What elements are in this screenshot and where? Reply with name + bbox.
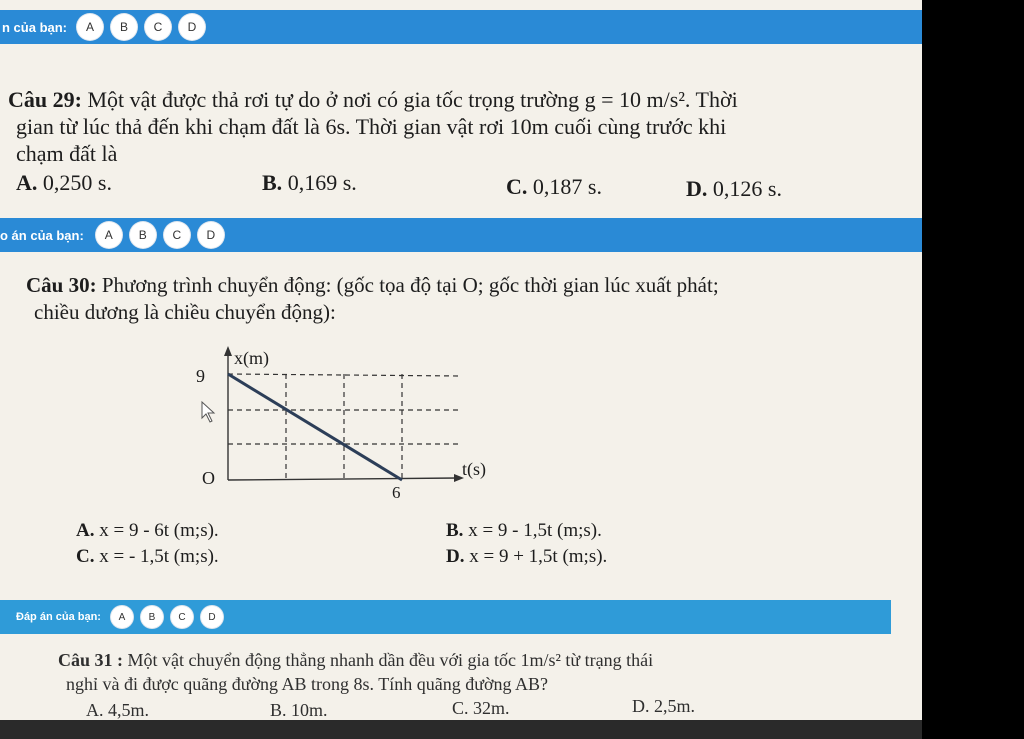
q30-option-a xyxy=(76,520,219,542)
option-letter: C. xyxy=(452,698,469,718)
choice-a-button[interactable]: A xyxy=(111,606,133,628)
option-text: 2,5m. xyxy=(654,696,696,716)
y-axis-arrow xyxy=(224,346,232,356)
option-text: x = 9 - 6t (m;s). xyxy=(99,520,219,541)
option-letter: C. xyxy=(76,546,95,567)
q29-option-b xyxy=(262,170,357,196)
option-text: x = 9 - 1,5t (m;s). xyxy=(468,520,602,541)
question-29 xyxy=(8,86,908,167)
q31-option-b xyxy=(270,700,328,721)
option-text: 10m. xyxy=(291,700,328,720)
option-letter: B. xyxy=(270,700,287,720)
q30-line1-text: Phương trình chuyển động: (gốc tọa độ tại O; gốc thời gian lúc xuất phát; xyxy=(101,273,719,297)
question-30 xyxy=(26,272,906,326)
q29-number: Câu 29: xyxy=(8,87,82,112)
option-text: 0,126 s. xyxy=(712,176,782,201)
question-31 xyxy=(58,648,908,696)
q29-line2: gian từ lúc thả đến khi chạm đất là 6s. Thời gian vật rơi 10m cuối cùng trước khi xyxy=(16,114,727,139)
option-letter: D. xyxy=(446,546,465,567)
choice-c-button[interactable]: C xyxy=(171,606,193,628)
answer-bar-bottom xyxy=(0,600,891,634)
x-axis-label: t(s) xyxy=(462,459,486,479)
choice-b-button[interactable]: B xyxy=(130,222,156,248)
q29-option-d xyxy=(686,176,782,202)
q29-option-a xyxy=(16,170,112,196)
y-axis-label: x(m) xyxy=(234,348,269,368)
screen-bottom-edge xyxy=(0,720,922,739)
option-letter: A. xyxy=(86,700,104,720)
q31-line2: nghỉ và đi được quãng đường AB trong 8s. Tính quãng đường AB? xyxy=(66,674,548,694)
choice-c-button[interactable]: C xyxy=(164,222,190,248)
origin-label: O xyxy=(202,468,215,488)
q29-option-c xyxy=(506,174,602,200)
option-letter: C. xyxy=(506,174,528,199)
option-letter: A. xyxy=(76,520,95,541)
answer-bar-label: Đáp án của bạn: xyxy=(16,611,101,623)
q29-line3: chạm đất là xyxy=(16,141,118,166)
choice-d-button[interactable]: D xyxy=(201,606,223,628)
q31-option-a xyxy=(86,700,149,721)
option-text: x = 9 + 1,5t (m;s). xyxy=(469,546,608,567)
option-letter: D. xyxy=(686,176,708,201)
answer-bar-label: o án của bạn: xyxy=(0,227,84,243)
choice-d-button[interactable]: D xyxy=(198,222,224,248)
motion-graph xyxy=(180,338,510,508)
answer-bar-label: n của bạn: xyxy=(2,19,68,35)
q31-line1 xyxy=(58,648,908,672)
answer-bar-top xyxy=(0,10,922,44)
option-letter: D. xyxy=(632,696,650,716)
q31-option-c xyxy=(452,698,510,719)
answer-bar-middle xyxy=(0,218,922,252)
y-tick-label: 9 xyxy=(196,366,205,386)
q29-line1 xyxy=(8,86,908,113)
option-text: 0,169 s. xyxy=(287,170,357,195)
option-letter: B. xyxy=(262,170,283,195)
q31-line1-text: Một vật chuyển động thẳng nhanh dần đều với gia tốc 1m/s² từ trạng thái xyxy=(127,650,654,670)
q30-option-b xyxy=(446,520,602,542)
graph-gridlines xyxy=(228,374,460,480)
mouse-cursor-icon xyxy=(202,402,214,422)
choice-a-button[interactable]: A xyxy=(96,222,122,248)
choice-c-button[interactable]: C xyxy=(145,14,171,40)
choice-b-button[interactable]: B xyxy=(111,14,137,40)
q30-option-d xyxy=(446,546,607,568)
choice-b-button[interactable]: B xyxy=(141,606,163,628)
q30-number: Câu 30: xyxy=(26,273,97,297)
option-text: 4,5m. xyxy=(108,700,150,720)
x-axis xyxy=(228,478,458,480)
q29-line1-text: Một vật được thả rơi tự do ở nơi có gia tốc trọng trường g = 10 m/s². Thời xyxy=(87,87,738,112)
motion-line xyxy=(228,374,402,480)
option-text: 0,250 s. xyxy=(42,170,112,195)
option-text: 0,187 s. xyxy=(532,174,602,199)
option-letter: A. xyxy=(16,170,38,195)
q31-option-d xyxy=(632,696,695,717)
x-tick-label: 6 xyxy=(392,483,401,502)
option-letter: B. xyxy=(446,520,464,541)
choice-d-button[interactable]: D xyxy=(179,14,205,40)
choice-a-button[interactable]: A xyxy=(77,14,103,40)
q31-number: Câu 31 : xyxy=(58,650,124,670)
q30-option-c xyxy=(76,546,219,568)
option-text: x = - 1,5t (m;s). xyxy=(99,546,219,567)
option-text: 32m. xyxy=(473,698,510,718)
q30-line1 xyxy=(26,272,906,299)
q30-line2: chiều dương là chiều chuyển động): xyxy=(34,300,336,324)
